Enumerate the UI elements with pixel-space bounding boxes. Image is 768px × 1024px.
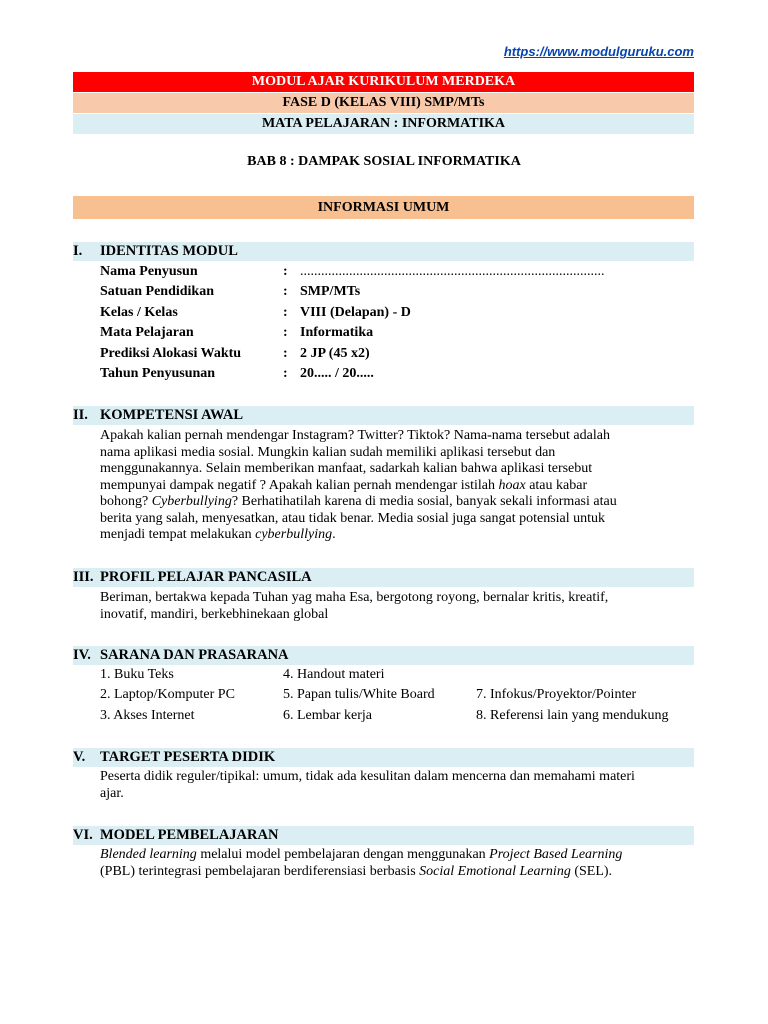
profile-paragraph <box>100 590 694 623</box>
section-number: II. <box>73 407 88 423</box>
section-title: MODEL PEMBELAJARAN <box>100 827 279 843</box>
italic-term: Blended learning <box>100 847 197 862</box>
section-title: PROFIL PELAJAR PANCASILA <box>100 569 312 585</box>
facility-item: 2. Laptop/Komputer PC <box>100 687 235 702</box>
model-paragraph <box>100 847 694 880</box>
identity-colon: : <box>283 264 288 279</box>
identity-colon: : <box>283 325 288 340</box>
facility-item: 7. Infokus/Proyektor/Pointer <box>476 687 637 702</box>
identity-value: VIII (Delapan) - D <box>300 305 411 320</box>
italic-term: Cyberbullying <box>151 494 232 509</box>
identity-value: SMP/MTs <box>300 284 361 299</box>
section-facilities-header <box>73 646 694 665</box>
section-number: IV. <box>73 647 91 663</box>
section-competence-header <box>73 406 694 425</box>
identity-value: 20..... / 20..... <box>300 366 374 381</box>
text-line <box>100 864 694 881</box>
facility-item: 6. Lembar kerja <box>283 708 373 723</box>
identity-value: ....................................................................................... <box>300 264 605 279</box>
section-profile-header <box>73 568 694 587</box>
identity-label: Mata Pelajaran <box>100 325 194 340</box>
italic-term: cyberbullying <box>255 527 333 542</box>
section-target-header <box>73 748 694 767</box>
text-run: bohong? <box>100 494 152 509</box>
identity-colon: : <box>283 284 288 299</box>
website-link[interactable]: https://www.modulguruku.com <box>503 44 694 59</box>
italic-term: hoax <box>498 477 526 493</box>
facility-item: 1. Buku Teks <box>100 667 174 682</box>
text-run: (PBL) terintegrasi pembelajaran berdiferensiasi berbasis <box>100 863 420 879</box>
text-line <box>100 527 694 544</box>
identity-label: Nama Penyusun <box>100 264 198 279</box>
facility-item: 4. Handout materi <box>283 667 385 682</box>
section-number: V. <box>73 749 86 765</box>
phase-band: FASE D (KELAS VIII) SMP/MTs <box>73 93 694 113</box>
identity-colon: : <box>283 366 288 381</box>
facility-item: 8. Referensi lain yang mendukung <box>476 708 669 723</box>
subject-band: MATA PELAJARAN : INFORMATIKA <box>73 114 694 134</box>
identity-colon: : <box>283 305 288 320</box>
text-line: Beriman, bertakwa kepada Tuhan yag maha Esa, bergotong royong, bernalar kritis, kreatif, <box>100 590 609 605</box>
identity-label: Tahun Penyusunan <box>100 366 216 381</box>
text-line: Apakah kalian pernah mendengar Instagram? Twitter? Tiktok? Nama-nama tersebut adalah <box>100 428 610 443</box>
text-run: ? Berhatihatilah karena di media sosial, banyak sekali informasi atau <box>231 494 617 509</box>
target-paragraph <box>100 769 694 802</box>
text-run: menjadi tempat melakukan <box>100 527 256 542</box>
identity-label: Prediksi Alokasi Waktu <box>100 346 242 361</box>
text-run: (SEL). <box>570 863 613 879</box>
text-run: mempunyai dampak negatif ? Apakah kalian pernah mendengar istilah <box>100 477 499 493</box>
section-title: IDENTITAS MODUL <box>100 243 238 259</box>
identity-label: Kelas / Kelas <box>100 305 178 320</box>
facility-item: 3. Akses Internet <box>100 708 195 723</box>
text-line: Peserta didik reguler/tipikal: umum, tidak ada kesulitan dalam mencerna dan memahami materi <box>100 769 635 784</box>
text-run: melalui model pembelajaran dengan menggunakan <box>196 847 490 862</box>
section-title: SARANA DAN PRASARANA <box>100 647 289 663</box>
text-line <box>100 847 694 864</box>
section-number: I. <box>73 243 83 259</box>
text-line: menggunakannya. Selain memberikan manfaat, sadarkah kalian bahwa aplikasi tersebut <box>100 461 593 476</box>
module-title-band: MODUL AJAR KURIKULUM MERDEKA <box>73 72 694 92</box>
section-title: TARGET PESERTA DIDIK <box>100 749 276 765</box>
identity-value: Informatika <box>300 325 374 340</box>
competence-paragraph <box>100 428 694 544</box>
italic-term: Social Emotional Learning <box>419 863 571 879</box>
text-line <box>100 494 694 511</box>
text-run: atau kabar <box>525 477 588 493</box>
text-line <box>100 478 694 495</box>
facility-item: 5. Papan tulis/White Board <box>283 687 435 702</box>
general-info-band: INFORMASI UMUM <box>73 196 694 219</box>
identity-value: 2 JP (45 x2) <box>300 346 370 361</box>
text-line: inovatif, mandiri, berkebhinekaan global <box>100 606 329 622</box>
section-model-header <box>73 826 694 845</box>
italic-term: Project Based Learning <box>489 847 623 862</box>
section-number: VI. <box>73 827 93 843</box>
section-identity-header <box>73 242 694 261</box>
identity-colon: : <box>283 346 288 361</box>
section-title: KOMPETENSI AWAL <box>100 407 244 423</box>
text-run: . <box>332 527 336 542</box>
chapter-title: BAB 8 : DAMPAK SOSIAL INFORMATIKA <box>247 154 521 169</box>
text-line: nama aplikasi media sosial. Mungkin kalian sudah memiliki aplikasi tersebut dan <box>100 444 556 460</box>
identity-label: Satuan Pendidikan <box>100 284 214 299</box>
section-number: III. <box>73 569 94 585</box>
text-line: berita yang salah, menyesatkan, atau tidak benar. Media sosial juga sangat potensial untuk <box>100 510 606 526</box>
text-line: ajar. <box>100 785 124 801</box>
